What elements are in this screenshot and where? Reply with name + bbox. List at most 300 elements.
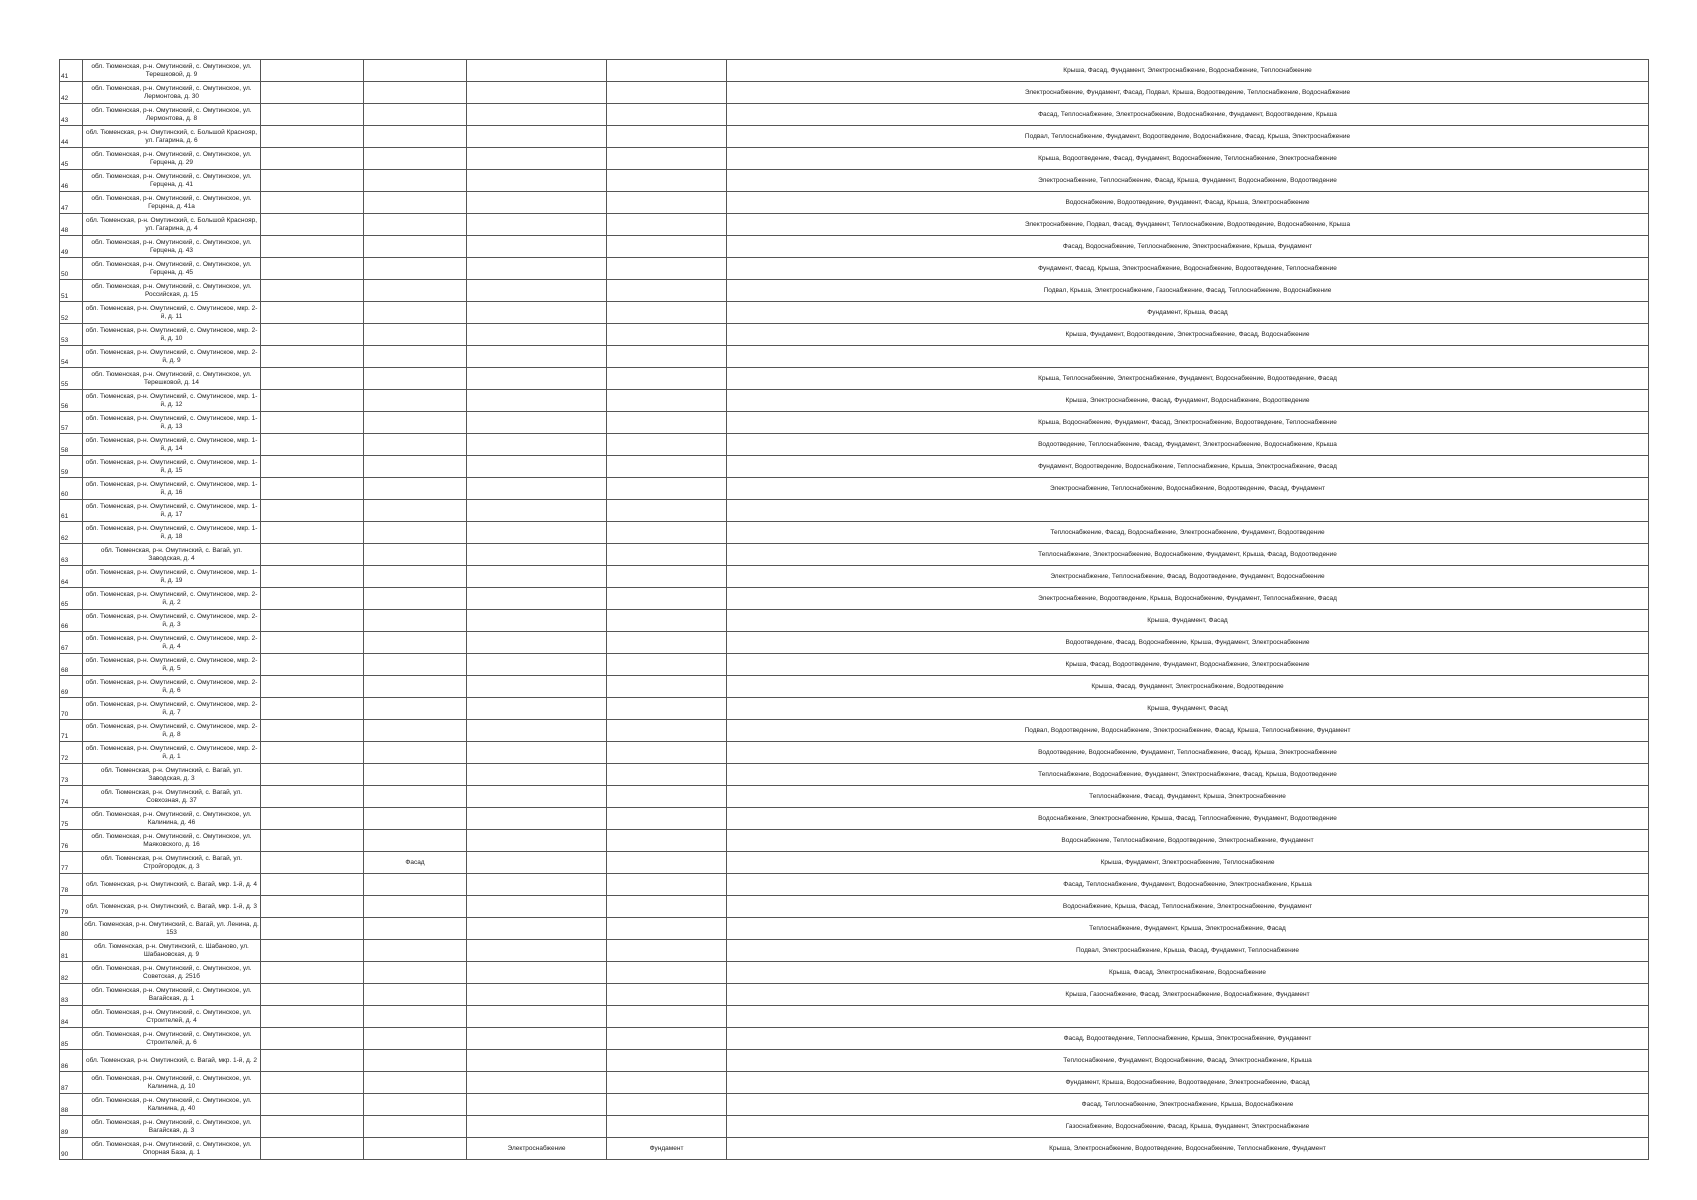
row-number: 42 bbox=[60, 82, 83, 104]
column-6-cell bbox=[607, 830, 727, 852]
row-number: 88 bbox=[60, 1094, 83, 1116]
works-list-cell: Крыша, Фасад, Фундамент, Электроснабжение, Водоотведение bbox=[727, 676, 1649, 698]
table-row bbox=[60, 192, 1649, 214]
table-row bbox=[60, 786, 1649, 808]
column-4-cell bbox=[364, 720, 467, 742]
works-list-cell: Электроснабжение, Теплоснабжение, Фасад, Водоотведение, Фундамент, Водоснабжение bbox=[727, 566, 1649, 588]
column-6-cell bbox=[607, 1094, 727, 1116]
row-number: 60 bbox=[60, 478, 83, 500]
column-3-cell bbox=[261, 1072, 364, 1094]
address-cell: обл. Тюменская, р-н. Омутинский, с. Омутинское, мкр. 2-й, д. 11 bbox=[83, 302, 261, 324]
works-list-cell: Водоотведение, Водоснабжение, Фундамент, Теплоснабжение, Фасад, Крыша, Электроснабжение bbox=[727, 742, 1649, 764]
column-3-cell bbox=[261, 654, 364, 676]
column-4-cell bbox=[364, 522, 467, 544]
works-list-cell: Крыша, Фасад, Электроснабжение, Водоснабжение bbox=[727, 962, 1649, 984]
address-cell: обл. Тюменская, р-н. Омутинский, с. Омутинское, ул. Герцена, д. 41а bbox=[83, 192, 261, 214]
column-3-cell bbox=[261, 742, 364, 764]
column-5-cell bbox=[467, 1094, 607, 1116]
column-4-cell bbox=[364, 478, 467, 500]
address-cell: обл. Тюменская, р-н. Омутинский, с. Омутинское, мкр. 1-й, д. 13 bbox=[83, 412, 261, 434]
works-list-cell: Электроснабжение, Теплоснабжение, Фасад, Крыша, Фундамент, Водоснабжение, Водоотведение bbox=[727, 170, 1649, 192]
column-5-cell bbox=[467, 896, 607, 918]
column-6-cell bbox=[607, 698, 727, 720]
column-5-cell bbox=[467, 148, 607, 170]
column-4-cell bbox=[364, 742, 467, 764]
table-row bbox=[60, 742, 1649, 764]
row-number: 72 bbox=[60, 742, 83, 764]
column-5-cell bbox=[467, 720, 607, 742]
column-5-cell bbox=[467, 962, 607, 984]
column-4-cell bbox=[364, 390, 467, 412]
table-row bbox=[60, 390, 1649, 412]
table-row bbox=[60, 412, 1649, 434]
column-3-cell bbox=[261, 720, 364, 742]
column-5-cell bbox=[467, 654, 607, 676]
column-6-cell bbox=[607, 522, 727, 544]
column-4-cell bbox=[364, 1028, 467, 1050]
column-4-cell bbox=[364, 324, 467, 346]
works-list-cell: Крыша, Фасад, Фундамент, Электроснабжение, Водоснабжение, Теплоснабжение bbox=[727, 60, 1649, 82]
column-6-cell: Фундамент bbox=[607, 1138, 727, 1160]
works-list-cell: Фасад, Теплоснабжение, Электроснабжение, Крыша, Водоснабжение bbox=[727, 1094, 1649, 1116]
column-6-cell bbox=[607, 610, 727, 632]
column-5-cell bbox=[467, 1050, 607, 1072]
table-row bbox=[60, 148, 1649, 170]
table-row bbox=[60, 676, 1649, 698]
column-4-cell bbox=[364, 302, 467, 324]
column-3-cell bbox=[261, 500, 364, 522]
column-3-cell bbox=[261, 214, 364, 236]
row-number: 71 bbox=[60, 720, 83, 742]
column-6-cell bbox=[607, 874, 727, 896]
column-3-cell bbox=[261, 698, 364, 720]
column-3-cell bbox=[261, 1050, 364, 1072]
row-number: 58 bbox=[60, 434, 83, 456]
column-6-cell bbox=[607, 1050, 727, 1072]
column-3-cell bbox=[261, 522, 364, 544]
column-6-cell bbox=[607, 566, 727, 588]
works-list-cell: Водоснабжение, Электроснабжение, Крыша, Фасад, Теплоснабжение, Фундамент, Водоотведение bbox=[727, 808, 1649, 830]
column-3-cell bbox=[261, 368, 364, 390]
works-list-cell: Фундамент, Крыша, Водоснабжение, Водоотведение, Электроснабжение, Фасад bbox=[727, 1072, 1649, 1094]
column-6-cell bbox=[607, 808, 727, 830]
address-cell: обл. Тюменская, р-н. Омутинский, с. Омутинское, мкр. 2-й, д. 9 bbox=[83, 346, 261, 368]
table-row bbox=[60, 126, 1649, 148]
works-list-cell: Крыша, Электроснабжение, Фасад, Фундамент, Водоснабжение, Водоотведение bbox=[727, 390, 1649, 412]
address-cell: обл. Тюменская, р-н. Омутинский, с. Большой Краснояр, ул. Гагарина, д. 6 bbox=[83, 126, 261, 148]
row-number: 89 bbox=[60, 1116, 83, 1138]
column-3-cell bbox=[261, 566, 364, 588]
column-4-cell bbox=[364, 874, 467, 896]
column-6-cell bbox=[607, 412, 727, 434]
works-list-cell: Теплоснабжение, Фундамент, Водоснабжение, Фасад, Электроснабжение, Крыша bbox=[727, 1050, 1649, 1072]
column-4-cell bbox=[364, 940, 467, 962]
row-number: 70 bbox=[60, 698, 83, 720]
address-cell: обл. Тюменская, р-н. Омутинский, с. Омутинское, мкр. 1-й, д. 18 bbox=[83, 522, 261, 544]
row-number: 86 bbox=[60, 1050, 83, 1072]
table-row bbox=[60, 1116, 1649, 1138]
address-cell: обл. Тюменская, р-н. Омутинский, с. Омутинское, ул. Герцена, д. 45 bbox=[83, 258, 261, 280]
column-5-cell bbox=[467, 676, 607, 698]
column-5-cell bbox=[467, 830, 607, 852]
address-cell: обл. Тюменская, р-н. Омутинский, с. Омутинское, ул. Лермонтова, д. 30 bbox=[83, 82, 261, 104]
column-4-cell bbox=[364, 1072, 467, 1094]
column-5-cell bbox=[467, 544, 607, 566]
column-4-cell bbox=[364, 632, 467, 654]
column-3-cell bbox=[261, 456, 364, 478]
column-6-cell bbox=[607, 368, 727, 390]
column-6-cell bbox=[607, 654, 727, 676]
column-3-cell bbox=[261, 874, 364, 896]
column-6-cell bbox=[607, 104, 727, 126]
column-3-cell bbox=[261, 1006, 364, 1028]
row-number: 45 bbox=[60, 148, 83, 170]
works-list-cell: Фасад, Водоотведение, Теплоснабжение, Крыша, Электроснабжение, Фундамент bbox=[727, 1028, 1649, 1050]
column-6-cell bbox=[607, 720, 727, 742]
row-number: 47 bbox=[60, 192, 83, 214]
column-4-cell bbox=[364, 104, 467, 126]
column-5-cell bbox=[467, 192, 607, 214]
row-number: 76 bbox=[60, 830, 83, 852]
address-cell: обл. Тюменская, р-н. Омутинский, с. Омутинское, мкр. 1-й, д. 19 bbox=[83, 566, 261, 588]
column-4-cell bbox=[364, 236, 467, 258]
row-number: 56 bbox=[60, 390, 83, 412]
address-cell: обл. Тюменская, р-н. Омутинский, с. Вагай, ул. Ленина, д. 153 bbox=[83, 918, 261, 940]
column-3-cell bbox=[261, 1138, 364, 1160]
works-list-cell: Электроснабжение, Теплоснабжение, Водоснабжение, Водоотведение, Фасад, Фундамент bbox=[727, 478, 1649, 500]
address-cell: обл. Тюменская, р-н. Омутинский, с. Омутинское, ул. Герцена, д. 43 bbox=[83, 236, 261, 258]
row-number: 59 bbox=[60, 456, 83, 478]
table-row bbox=[60, 456, 1649, 478]
table-row bbox=[60, 852, 1649, 874]
table-row bbox=[60, 104, 1649, 126]
column-4-cell bbox=[364, 148, 467, 170]
column-6-cell bbox=[607, 390, 727, 412]
works-list-cell: Водоотведение, Теплоснабжение, Фасад, Фундамент, Электроснабжение, Водоснабжение, Крыша bbox=[727, 434, 1649, 456]
address-cell: обл. Тюменская, р-н. Омутинский, с. Большой Краснояр, ул. Гагарина, д. 4 bbox=[83, 214, 261, 236]
column-4-cell bbox=[364, 544, 467, 566]
row-number: 61 bbox=[60, 500, 83, 522]
column-3-cell bbox=[261, 588, 364, 610]
works-list-cell: Крыша, Фасад, Водоотведение, Фундамент, Водоснабжение, Электроснабжение bbox=[727, 654, 1649, 676]
column-6-cell bbox=[607, 918, 727, 940]
column-5-cell bbox=[467, 390, 607, 412]
works-list-cell: Крыша, Фундамент, Фасад bbox=[727, 610, 1649, 632]
column-6-cell bbox=[607, 302, 727, 324]
address-cell: обл. Тюменская, р-н. Омутинский, с. Омутинское, ул. Герцена, д. 29 bbox=[83, 148, 261, 170]
table-row bbox=[60, 698, 1649, 720]
address-cell: обл. Тюменская, р-н. Омутинский, с. Омутинское, ул. Лермонтова, д. 8 bbox=[83, 104, 261, 126]
works-list-cell: Теплоснабжение, Водоснабжение, Фундамент, Электроснабжение, Фасад, Крыша, Водоотведение bbox=[727, 764, 1649, 786]
address-cell: обл. Тюменская, р-н. Омутинский, с. Омутинское, ул. Терешковой, д. 14 bbox=[83, 368, 261, 390]
column-4-cell bbox=[364, 896, 467, 918]
column-6-cell bbox=[607, 170, 727, 192]
table-row bbox=[60, 1006, 1649, 1028]
column-5-cell bbox=[467, 698, 607, 720]
works-list-cell: Фундамент, Водоотведение, Водоснабжение, Теплоснабжение, Крыша, Электроснабжение, Фасад bbox=[727, 456, 1649, 478]
column-4-cell bbox=[364, 984, 467, 1006]
works-list-cell: Водоснабжение, Водоотведение, Фундамент, Фасад, Крыша, Электроснабжение bbox=[727, 192, 1649, 214]
works-list-cell: Крыша, Водоотведение, Фасад, Фундамент, Водоснабжение, Теплоснабжение, Электроснабжение bbox=[727, 148, 1649, 170]
table-row bbox=[60, 478, 1649, 500]
row-number: 49 bbox=[60, 236, 83, 258]
works-list-cell: Подвал, Электроснабжение, Крыша, Фасад, Фундамент, Теплоснабжение bbox=[727, 940, 1649, 962]
works-list-cell: Фасад, Теплоснабжение, Фундамент, Водоснабжение, Электроснабжение, Крыша bbox=[727, 874, 1649, 896]
address-cell: обл. Тюменская, р-н. Омутинский, с. Вагай, ул. Заводская, д. 3 bbox=[83, 764, 261, 786]
table-row bbox=[60, 830, 1649, 852]
column-6-cell bbox=[607, 984, 727, 1006]
column-5-cell bbox=[467, 126, 607, 148]
row-number: 82 bbox=[60, 962, 83, 984]
column-4-cell bbox=[364, 1138, 467, 1160]
row-number: 63 bbox=[60, 544, 83, 566]
column-5-cell bbox=[467, 324, 607, 346]
column-4-cell bbox=[364, 654, 467, 676]
column-6-cell bbox=[607, 896, 727, 918]
column-5-cell bbox=[467, 742, 607, 764]
address-cell: обл. Тюменская, р-н. Омутинский, с. Омутинское, мкр. 2-й, д. 5 bbox=[83, 654, 261, 676]
column-5-cell bbox=[467, 346, 607, 368]
row-number: 87 bbox=[60, 1072, 83, 1094]
table-row bbox=[60, 940, 1649, 962]
row-number: 83 bbox=[60, 984, 83, 1006]
column-6-cell bbox=[607, 60, 727, 82]
row-number: 81 bbox=[60, 940, 83, 962]
column-3-cell bbox=[261, 324, 364, 346]
row-number: 53 bbox=[60, 324, 83, 346]
column-6-cell bbox=[607, 1006, 727, 1028]
column-3-cell bbox=[261, 896, 364, 918]
row-number: 84 bbox=[60, 1006, 83, 1028]
row-number: 85 bbox=[60, 1028, 83, 1050]
column-4-cell bbox=[364, 830, 467, 852]
address-cell: обл. Тюменская, р-н. Омутинский, с. Шабаново, ул. Шабановская, д. 9 bbox=[83, 940, 261, 962]
address-cell: обл. Тюменская, р-н. Омутинский, с. Омутинское, ул. Строителей, д. 4 bbox=[83, 1006, 261, 1028]
column-4-cell bbox=[364, 786, 467, 808]
row-number: 73 bbox=[60, 764, 83, 786]
row-number: 64 bbox=[60, 566, 83, 588]
column-5-cell bbox=[467, 588, 607, 610]
column-6-cell bbox=[607, 500, 727, 522]
address-cell: обл. Тюменская, р-н. Омутинский, с. Омутинское, мкр. 2-й, д. 7 bbox=[83, 698, 261, 720]
works-list-cell: Крыша, Фундамент, Водоотведение, Электроснабжение, Фасад, Водоснабжение bbox=[727, 324, 1649, 346]
column-6-cell bbox=[607, 280, 727, 302]
column-6-cell bbox=[607, 852, 727, 874]
table-row bbox=[60, 544, 1649, 566]
column-5-cell bbox=[467, 808, 607, 830]
table-row bbox=[60, 214, 1649, 236]
table-row bbox=[60, 1072, 1649, 1094]
address-cell: обл. Тюменская, р-н. Омутинский, с. Омутинское, мкр. 2-й, д. 8 bbox=[83, 720, 261, 742]
works-list-cell: Газоснабжение, Водоснабжение, Фасад, Крыша, Фундамент, Электроснабжение bbox=[727, 1116, 1649, 1138]
column-4-cell bbox=[364, 456, 467, 478]
row-number: 69 bbox=[60, 676, 83, 698]
row-number: 74 bbox=[60, 786, 83, 808]
column-4-cell bbox=[364, 170, 467, 192]
column-6-cell bbox=[607, 148, 727, 170]
column-3-cell bbox=[261, 434, 364, 456]
column-3-cell bbox=[261, 786, 364, 808]
works-list-cell: Теплоснабжение, Фасад, Водоснабжение, Электроснабжение, Фундамент, Водоотведение bbox=[727, 522, 1649, 544]
column-6-cell bbox=[607, 192, 727, 214]
column-4-cell: Фасад bbox=[364, 852, 467, 874]
table-row bbox=[60, 984, 1649, 1006]
column-6-cell bbox=[607, 1072, 727, 1094]
column-6-cell bbox=[607, 456, 727, 478]
address-cell: обл. Тюменская, р-н. Омутинский, с. Омутинское, ул. Маяковского, д. 16 bbox=[83, 830, 261, 852]
column-5-cell bbox=[467, 852, 607, 874]
column-3-cell bbox=[261, 544, 364, 566]
row-number: 62 bbox=[60, 522, 83, 544]
table-row bbox=[60, 82, 1649, 104]
row-number: 52 bbox=[60, 302, 83, 324]
column-5-cell bbox=[467, 984, 607, 1006]
column-6-cell bbox=[607, 214, 727, 236]
column-5-cell bbox=[467, 500, 607, 522]
address-cell: обл. Тюменская, р-н. Омутинский, с. Омутинское, ул. Советская, д. 251б bbox=[83, 962, 261, 984]
address-cell: обл. Тюменская, р-н. Омутинский, с. Омутинское, ул. Опорная База, д. 1 bbox=[83, 1138, 261, 1160]
column-4-cell bbox=[364, 764, 467, 786]
column-6-cell bbox=[607, 676, 727, 698]
column-6-cell bbox=[607, 324, 727, 346]
table-row bbox=[60, 324, 1649, 346]
column-5-cell bbox=[467, 522, 607, 544]
column-4-cell bbox=[364, 214, 467, 236]
row-number: 77 bbox=[60, 852, 83, 874]
table-row bbox=[60, 170, 1649, 192]
address-cell: обл. Тюменская, р-н. Омутинский, с. Омутинское, мкр. 1-й, д. 12 bbox=[83, 390, 261, 412]
address-cell: обл. Тюменская, р-н. Омутинский, с. Вагай, мкр. 1-й, д. 3 bbox=[83, 896, 261, 918]
column-3-cell bbox=[261, 280, 364, 302]
address-cell: обл. Тюменская, р-н. Омутинский, с. Омутинское, мкр. 2-й, д. 10 bbox=[83, 324, 261, 346]
row-number: 44 bbox=[60, 126, 83, 148]
row-number: 55 bbox=[60, 368, 83, 390]
column-3-cell bbox=[261, 764, 364, 786]
column-5-cell bbox=[467, 170, 607, 192]
works-list-cell: Подвал, Теплоснабжение, Фундамент, Водоотведение, Водоснабжение, Фасад, Крыша, Электроснабжение bbox=[727, 126, 1649, 148]
row-number: 68 bbox=[60, 654, 83, 676]
column-4-cell bbox=[364, 808, 467, 830]
row-number: 66 bbox=[60, 610, 83, 632]
column-6-cell bbox=[607, 544, 727, 566]
table-row bbox=[60, 1050, 1649, 1072]
column-4-cell bbox=[364, 82, 467, 104]
column-4-cell bbox=[364, 60, 467, 82]
address-cell: обл. Тюменская, р-н. Омутинский, с. Омутинское, ул. Строителей, д. 6 bbox=[83, 1028, 261, 1050]
works-list-cell: Теплоснабжение, Фасад, Фундамент, Крыша, Электроснабжение bbox=[727, 786, 1649, 808]
address-cell: обл. Тюменская, р-н. Омутинский, с. Омутинское, мкр. 1-й, д. 17 bbox=[83, 500, 261, 522]
address-cell: обл. Тюменская, р-н. Омутинский, с. Вагай, ул. Заводская, д. 4 bbox=[83, 544, 261, 566]
column-6-cell bbox=[607, 82, 727, 104]
column-4-cell bbox=[364, 368, 467, 390]
column-4-cell bbox=[364, 500, 467, 522]
row-number: 46 bbox=[60, 170, 83, 192]
column-5-cell bbox=[467, 302, 607, 324]
table-row bbox=[60, 434, 1649, 456]
column-5-cell bbox=[467, 214, 607, 236]
address-cell: обл. Тюменская, р-н. Омутинский, с. Вагай, ул. Стройгородок, д. 3 bbox=[83, 852, 261, 874]
column-5-cell bbox=[467, 412, 607, 434]
column-6-cell bbox=[607, 1028, 727, 1050]
table-row bbox=[60, 346, 1649, 368]
table-row bbox=[60, 918, 1649, 940]
column-5-cell bbox=[467, 280, 607, 302]
address-cell: обл. Тюменская, р-н. Омутинский, с. Омутинское, мкр. 2-й, д. 2 bbox=[83, 588, 261, 610]
works-list-cell: Фундамент, Крыша, Фасад bbox=[727, 302, 1649, 324]
column-6-cell bbox=[607, 1116, 727, 1138]
works-list-cell: Электроснабжение, Подвал, Фасад, Фундамент, Теплоснабжение, Водоотведение, Водоснабжение, Крыша bbox=[727, 214, 1649, 236]
column-6-cell bbox=[607, 258, 727, 280]
row-number: 80 bbox=[60, 918, 83, 940]
column-3-cell bbox=[261, 192, 364, 214]
column-4-cell bbox=[364, 412, 467, 434]
row-number: 79 bbox=[60, 896, 83, 918]
column-5-cell bbox=[467, 478, 607, 500]
column-3-cell bbox=[261, 1028, 364, 1050]
column-5-cell bbox=[467, 610, 607, 632]
table-row bbox=[60, 808, 1649, 830]
column-3-cell bbox=[261, 258, 364, 280]
works-list-cell: Крыша, Газоснабжение, Фасад, Электроснабжение, Водоснабжение, Фундамент bbox=[727, 984, 1649, 1006]
column-3-cell bbox=[261, 60, 364, 82]
column-4-cell bbox=[364, 610, 467, 632]
column-6-cell bbox=[607, 940, 727, 962]
column-5-cell bbox=[467, 236, 607, 258]
works-list-cell: Электроснабжение, Водоотведение, Крыша, Водоснабжение, Фундамент, Теплоснабжение, Фасад bbox=[727, 588, 1649, 610]
address-cell: обл. Тюменская, р-н. Омутинский, с. Омутинское, мкр. 1-й, д. 15 bbox=[83, 456, 261, 478]
address-cell: обл. Тюменская, р-н. Омутинский, с. Омутинское, мкр. 2-й, д. 1 bbox=[83, 742, 261, 764]
works-list-cell bbox=[727, 346, 1649, 368]
table-row bbox=[60, 1094, 1649, 1116]
table-row bbox=[60, 720, 1649, 742]
column-3-cell bbox=[261, 126, 364, 148]
table-row bbox=[60, 588, 1649, 610]
address-cell: обл. Тюменская, р-н. Омутинский, с. Омутинское, ул. Вагайская, д. 1 bbox=[83, 984, 261, 1006]
row-number: 78 bbox=[60, 874, 83, 896]
works-list-cell bbox=[727, 500, 1649, 522]
works-list-cell: Крыша, Фундамент, Фасад bbox=[727, 698, 1649, 720]
column-5-cell bbox=[467, 764, 607, 786]
column-4-cell bbox=[364, 1050, 467, 1072]
table-row bbox=[60, 522, 1649, 544]
table-row bbox=[60, 236, 1649, 258]
column-4-cell bbox=[364, 566, 467, 588]
column-5-cell bbox=[467, 104, 607, 126]
address-cell: обл. Тюменская, р-н. Омутинский, с. Омутинское, мкр. 2-й, д. 4 bbox=[83, 632, 261, 654]
address-cell: обл. Тюменская, р-н. Омутинский, с. Вагай, мкр. 1-й, д. 2 bbox=[83, 1050, 261, 1072]
column-5-cell bbox=[467, 566, 607, 588]
address-cell: обл. Тюменская, р-н. Омутинский, с. Омутинское, ул. Калинина, д. 46 bbox=[83, 808, 261, 830]
column-4-cell bbox=[364, 588, 467, 610]
column-3-cell bbox=[261, 170, 364, 192]
works-list-cell: Крыша, Фундамент, Электроснабжение, Теплоснабжение bbox=[727, 852, 1649, 874]
column-3-cell bbox=[261, 148, 364, 170]
address-cell: обл. Тюменская, р-н. Омутинский, с. Омутинское, мкр. 2-й, д. 3 bbox=[83, 610, 261, 632]
column-4-cell bbox=[364, 918, 467, 940]
column-3-cell bbox=[261, 82, 364, 104]
row-number: 41 bbox=[60, 60, 83, 82]
column-4-cell bbox=[364, 1006, 467, 1028]
table-row bbox=[60, 566, 1649, 588]
address-cell: обл. Тюменская, р-н. Омутинский, с. Омутинское, ул. Российская, д. 15 bbox=[83, 280, 261, 302]
column-5-cell bbox=[467, 258, 607, 280]
works-list-cell: Водоснабжение, Крыша, Фасад, Теплоснабжение, Электроснабжение, Фундамент bbox=[727, 896, 1649, 918]
column-3-cell bbox=[261, 104, 364, 126]
address-cell: обл. Тюменская, р-н. Омутинский, с. Омутинское, мкр. 1-й, д. 14 bbox=[83, 434, 261, 456]
table-row bbox=[60, 962, 1649, 984]
address-cell: обл. Тюменская, р-н. Омутинский, с. Омутинское, ул. Калинина, д. 40 bbox=[83, 1094, 261, 1116]
column-3-cell bbox=[261, 610, 364, 632]
